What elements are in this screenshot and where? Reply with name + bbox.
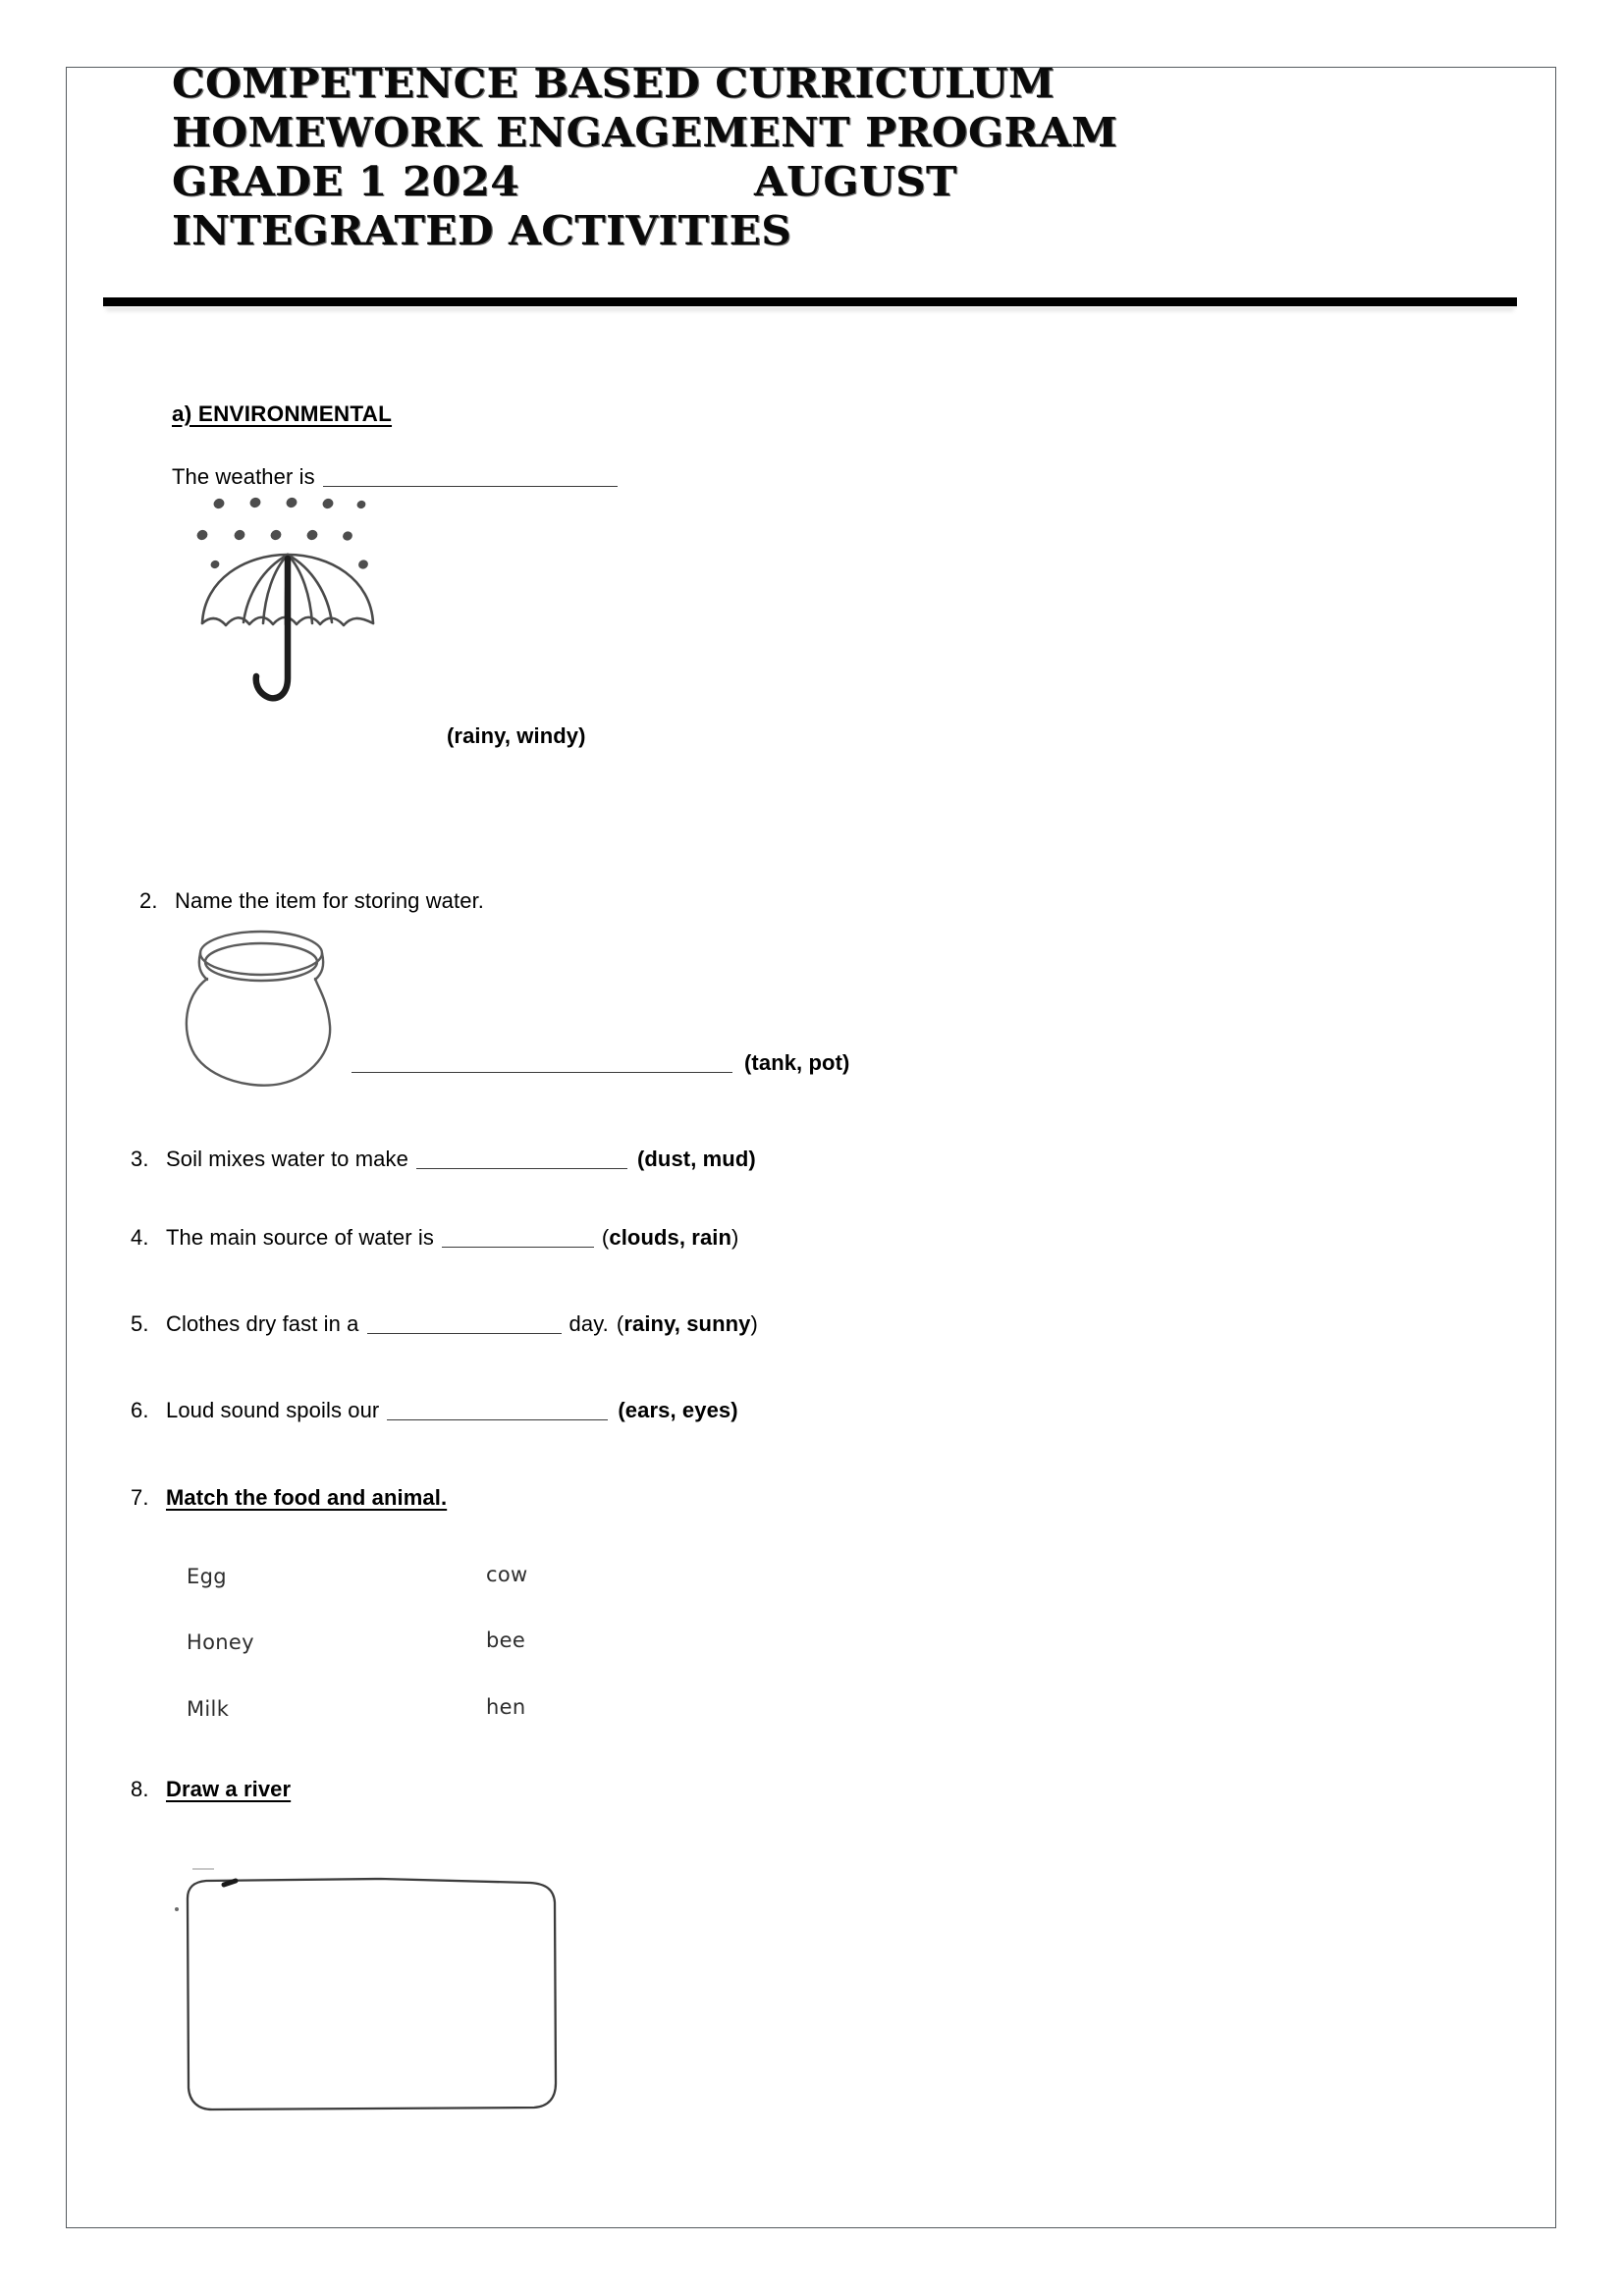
umbrella-icon — [187, 486, 452, 721]
question-8-drawing-area[interactable] — [185, 1877, 558, 2112]
header-line-curriculum: COMPETENCE BASED CURRICULUM — [172, 60, 1055, 107]
match-left-item-3[interactable]: Milk — [187, 1697, 230, 1721]
question-4-paren-close: ) — [731, 1225, 739, 1250]
question-4-options — [602, 1225, 739, 1250]
question-3-options: (dust, mud) — [636, 1147, 756, 1171]
question-1-text: The weather is — [172, 464, 315, 489]
question-8-text: Draw a river — [166, 1777, 292, 1801]
match-right-item-2[interactable]: bee — [486, 1629, 526, 1652]
match-right-item-1[interactable]: cow — [486, 1563, 528, 1586]
question-6-options: (ears, eyes) — [618, 1398, 738, 1422]
worksheet-header — [172, 59, 1488, 255]
question-1-options: (rainy, windy) — [447, 723, 586, 748]
question-4-options-words: clouds, rain — [609, 1225, 732, 1250]
scan-artifact-dot — [175, 1907, 179, 1911]
header-line-program: HOMEWORK ENGAGEMENT PROGRAM — [172, 109, 1118, 156]
header-divider-rule — [103, 294, 1517, 308]
question-5 — [131, 1309, 758, 1339]
scan-artifact-tick — [192, 1868, 214, 1870]
question-7-heading — [131, 1483, 447, 1513]
question-5-text-after: day. — [568, 1311, 609, 1336]
question-3-answer-blank[interactable] — [416, 1148, 627, 1169]
question-5-paren-open: ( — [616, 1311, 624, 1336]
question-6-answer-blank[interactable] — [387, 1400, 608, 1420]
question-8-heading — [131, 1775, 291, 1804]
question-2-number: 2. — [139, 888, 158, 913]
question-5-text-before: Clothes dry fast in a — [166, 1311, 359, 1336]
question-5-number: 5. — [131, 1311, 149, 1336]
question-3-text: Soil mixes water to make — [166, 1147, 408, 1171]
question-5-paren-close: ) — [750, 1311, 758, 1336]
question-4-text: The main source of water is — [166, 1225, 434, 1250]
question-5-options — [617, 1311, 758, 1336]
question-6 — [131, 1396, 738, 1425]
question-5-options-words: rainy, sunny — [623, 1311, 751, 1336]
question-1-answer-blank[interactable] — [323, 466, 618, 487]
question-2-answer-row — [352, 1048, 849, 1078]
question-4-paren-open: ( — [601, 1225, 610, 1250]
match-left-item-1[interactable]: Egg — [187, 1565, 227, 1588]
question-8-number: 8. — [131, 1777, 149, 1801]
question-6-text: Loud sound spoils our — [166, 1398, 380, 1422]
question-4-answer-blank[interactable] — [442, 1227, 594, 1248]
question-2-text: Name the item for storing water. — [175, 888, 484, 913]
question-7-number: 7. — [131, 1485, 149, 1510]
question-3 — [131, 1145, 756, 1174]
match-right-item-3[interactable]: hen — [486, 1695, 526, 1719]
question-2-prompt — [139, 886, 484, 916]
question-2-answer-blank[interactable] — [352, 1052, 732, 1073]
question-7-text: Match the food and animal. — [166, 1485, 448, 1510]
header-month: AUGUST — [753, 158, 957, 205]
question-5-answer-blank[interactable] — [367, 1313, 562, 1334]
header-line-activities: INTEGRATED ACTIVITIES — [172, 207, 792, 254]
header-line-grade-month — [172, 157, 1527, 206]
section-heading-environmental: a) ENVIRONMENTAL — [172, 401, 393, 426]
clay-pot-icon — [173, 923, 350, 1095]
match-left-item-2[interactable]: Honey — [187, 1630, 254, 1654]
question-4 — [131, 1223, 738, 1253]
question-4-number: 4. — [131, 1225, 149, 1250]
header-grade: GRADE 1 2024 — [172, 158, 520, 205]
question-6-number: 6. — [131, 1398, 149, 1422]
question-2-options: (tank, pot) — [744, 1050, 850, 1075]
question-3-number: 3. — [131, 1147, 149, 1171]
